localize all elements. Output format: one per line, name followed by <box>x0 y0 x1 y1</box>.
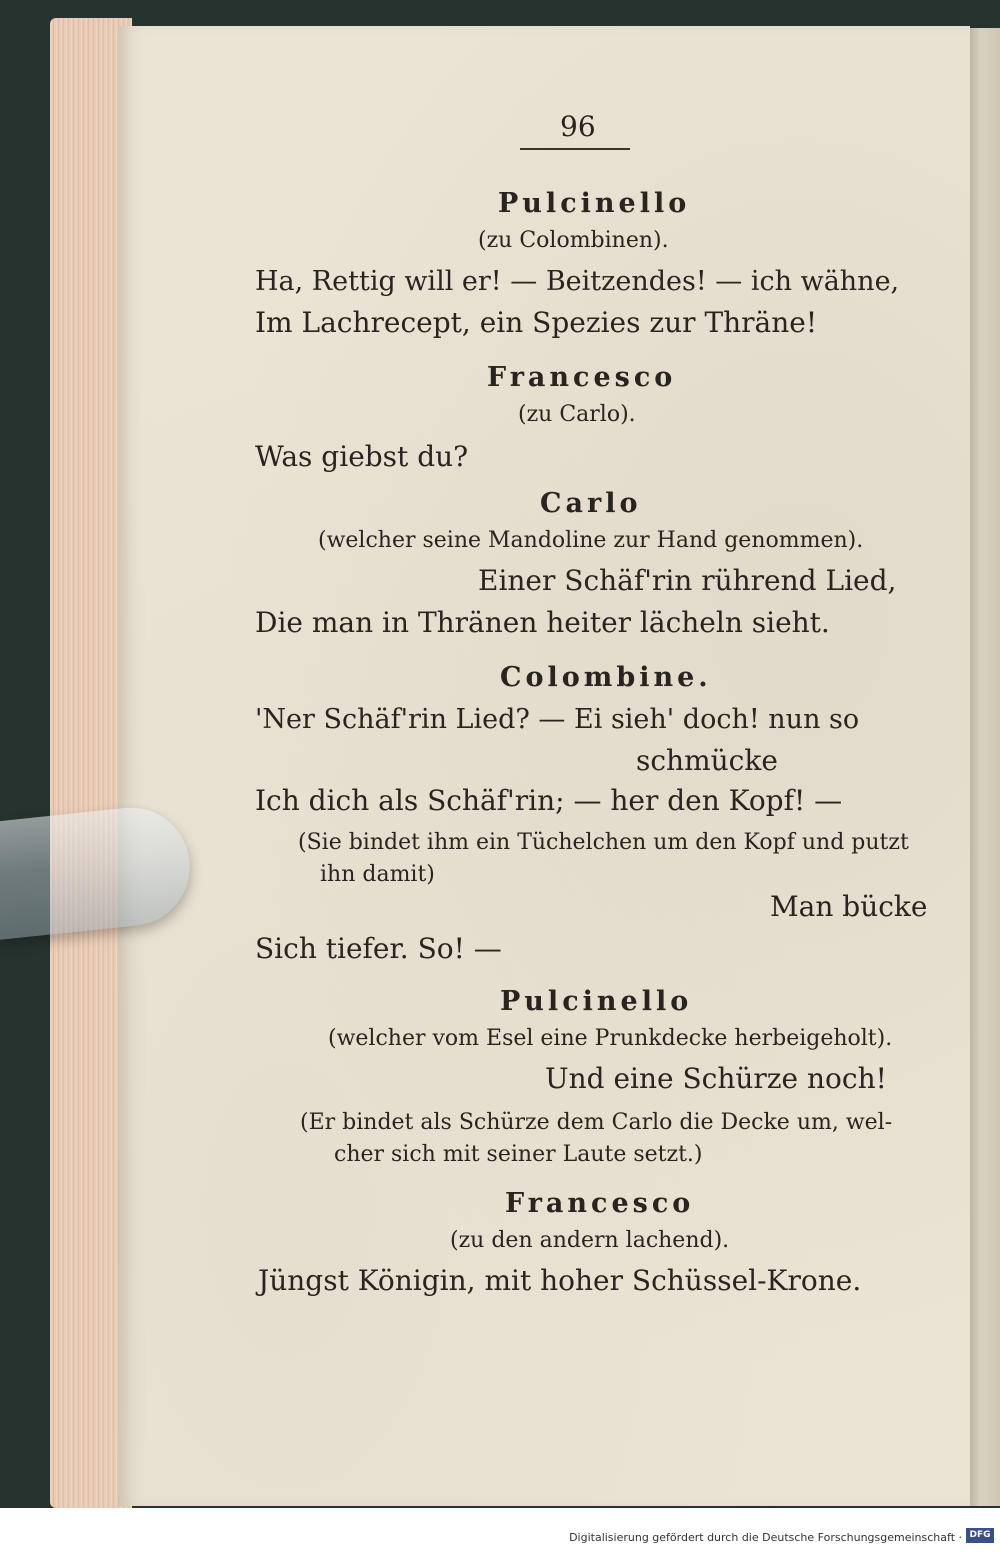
stage-direction: (Er bindet als Schürze dem Carlo die Decke um, wel- <box>300 1110 893 1135</box>
stage-direction: (zu den andern lachend). <box>450 1228 730 1253</box>
stage-direction: (zu Colombinen). <box>478 228 669 253</box>
stage-direction: (Sie bindet ihm ein Tüchelchen um den Kopf und putzt <box>298 830 909 855</box>
stage-direction: (welcher vom Esel eine Prunkdecke herbeigeholt). <box>328 1026 893 1051</box>
verse-line: 'Ner Schäf'rin Lied? — Ei sieh' doch! nun so <box>255 704 860 735</box>
verse-line: schmücke <box>636 744 778 777</box>
speaker-francesco: Francesco <box>487 362 677 393</box>
verse-line: Und eine Schürze noch! <box>545 1062 887 1095</box>
verse-line: Im Lachrecept, ein Spezies zur Thräne! <box>255 306 818 339</box>
verse-line: Jüngst Königin, mit hoher Schüssel-Krone. <box>258 1264 862 1297</box>
verse-line: Ich dich als Schäf'rin; — her den Kopf! — <box>255 784 843 817</box>
speaker-carlo: Carlo <box>540 488 642 519</box>
verse-line: Ha, Rettig will er! — Beitzendes! — ich wähne, <box>255 266 900 297</box>
stage-direction: cher sich mit seiner Laute setzt.) <box>334 1142 703 1167</box>
speaker-pulcinello: Pulcinello <box>498 188 691 219</box>
stage-direction: (zu Carlo). <box>518 402 636 427</box>
verse-line: Was giebst du? <box>255 440 469 473</box>
speaker-pulcinello: Pulcinello <box>500 986 693 1017</box>
digitization-credit: Digitalisierung gefördert durch die Deutsche Forschungsgemeinschaft · <box>569 1531 962 1544</box>
page-number-rule <box>520 148 630 150</box>
verse-line: Man bücke <box>770 890 928 923</box>
adjacent-page-edge <box>968 28 1000 1506</box>
speaker-colombine: Colombine. <box>500 662 712 693</box>
speaker-francesco: Francesco <box>505 1188 695 1219</box>
verse-line: Sich tiefer. So! — <box>255 932 502 965</box>
page-number: 96 <box>560 110 596 143</box>
verse-line: Die man in Thränen heiter lächeln sieht. <box>255 606 830 639</box>
verse-line: Einer Schäf'rin rührend Lied, <box>478 564 897 597</box>
stage-direction: ihn damit) <box>320 862 435 887</box>
dfg-logo: DFG <box>966 1528 994 1543</box>
stage-direction: (welcher seine Mandoline zur Hand genommen). <box>318 528 864 553</box>
